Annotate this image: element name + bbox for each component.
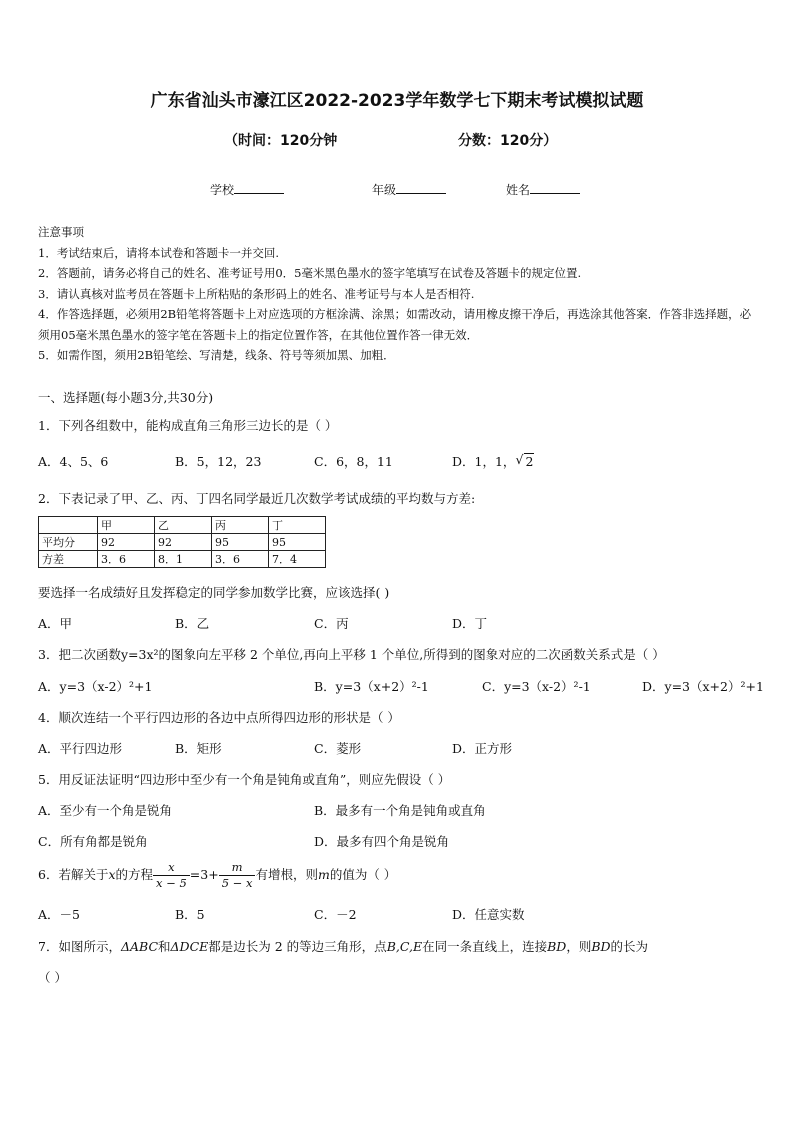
q2-option-c[interactable]: C．丙 bbox=[314, 616, 349, 631]
school-label: 学校 bbox=[210, 183, 235, 197]
q5-option-d[interactable]: D．最多有四个角是锐角 bbox=[314, 834, 450, 849]
q7-segment: BD bbox=[547, 939, 567, 954]
q1-option-c[interactable]: C．6，8，11 bbox=[314, 454, 393, 469]
table-header-row bbox=[39, 517, 326, 534]
name-field bbox=[506, 181, 580, 198]
sqrt-symbol: √ 2 bbox=[515, 452, 534, 469]
q4-option-c[interactable]: C．菱形 bbox=[314, 741, 362, 756]
table-cell: 3．6 bbox=[98, 551, 155, 568]
grade-blank[interactable] bbox=[396, 181, 446, 194]
q1-option-a[interactable]: A．4、5、6 bbox=[38, 454, 109, 469]
q3-option-b[interactable]: B．y=3（x+2）²-1 bbox=[314, 679, 429, 694]
notice-item: 1．考试结束后，请将本试卷和答题卡一并交回. bbox=[38, 245, 279, 260]
question-2: 2．下表记录了甲、乙、丙、丁四名同学最近几次数学考试成绩的平均数与方差: bbox=[38, 491, 476, 506]
table-cell: 3．6 bbox=[212, 551, 269, 568]
question-6 bbox=[38, 860, 396, 891]
school-blank[interactable] bbox=[234, 181, 284, 194]
fraction-denominator: x − 5 bbox=[156, 876, 187, 890]
q3-option-a[interactable]: A．y=3（x-2）²+1 bbox=[38, 679, 153, 694]
q6-text: =3+ bbox=[189, 867, 219, 882]
q7-answer-paren: （ ） bbox=[38, 970, 67, 985]
table-cell: 7．4 bbox=[269, 551, 326, 568]
table-cell bbox=[39, 517, 98, 534]
question-3: 3．把二次函数y=3x²的图象向左平移 2 个单位,再向上平移 1 个单位,所得到的图象对应的二次函数关系式是（ ） bbox=[38, 647, 665, 662]
school-field bbox=[210, 181, 284, 198]
table-cell: 丙 bbox=[212, 517, 269, 534]
q6-option-d[interactable]: D．任意实数 bbox=[452, 907, 525, 922]
q7-text: 和 bbox=[158, 939, 171, 954]
q6-text: 的值为（ ） bbox=[329, 867, 397, 882]
q5-option-c[interactable]: C．所有角都是锐角 bbox=[38, 834, 148, 849]
notice-item: 4．作答选择题，必须用2B铅笔将答题卡上对应选项的方框涂满、涂黑；如需改动，请用橡皮擦干净后，再选涂其他答案．作答非选择题，必须用05毫米黑色墨水的签字笔在答题卡上的指定位置作答，在其他位置作答一律无效． bbox=[38, 307, 752, 342]
q7-text: 在同一条直线上，连接 bbox=[422, 939, 548, 954]
exam-time: （时间：120分钟 bbox=[224, 133, 338, 149]
q7-text: 的长为 bbox=[610, 939, 649, 954]
table-row bbox=[39, 534, 326, 551]
q5-option-b[interactable]: B．最多有一个角是钝角或直角 bbox=[314, 803, 486, 818]
table-cell: 方差 bbox=[39, 551, 98, 568]
q6-option-a[interactable]: A．－5 bbox=[38, 907, 80, 922]
exam-score: 分数：120分） bbox=[458, 133, 558, 149]
fraction bbox=[219, 860, 256, 891]
name-blank[interactable] bbox=[530, 181, 580, 194]
notice-block bbox=[38, 222, 758, 366]
fraction bbox=[153, 860, 190, 891]
q4-option-a[interactable]: A．平行四边形 bbox=[38, 741, 123, 756]
q6-option-c[interactable]: C．－2 bbox=[314, 907, 357, 922]
notice-item: 2．答题前，请务必将自己的姓名、准考证号用0．5毫米黑色墨水的签字笔填写在试卷及答题卡的规定位置. bbox=[38, 266, 582, 280]
page-title: 广东省汕头市濠江区2022-2023学年数学七下期末考试模拟试题 bbox=[150, 91, 644, 111]
q7-segment: BD bbox=[591, 939, 611, 954]
fraction-denominator: 5 − x bbox=[221, 876, 253, 890]
question-5: 5．用反证法证明“四边形中至少有一个角是钝角或直角”，则应先假设（ ） bbox=[38, 772, 451, 787]
q2-option-a[interactable]: A．甲 bbox=[38, 616, 73, 631]
table-cell: 92 bbox=[98, 534, 155, 551]
question-1: 1．下列各组数中，能构成直角三角形三边长的是（ ） bbox=[38, 418, 338, 433]
table-row bbox=[39, 551, 326, 568]
q3-option-d[interactable]: D．y=3（x+2）²+1 bbox=[642, 679, 764, 694]
sqrt-radicand: 2 bbox=[525, 454, 534, 469]
q7-text: 7．如图所示， bbox=[38, 939, 121, 954]
q7-triangle: ΔABC bbox=[120, 939, 159, 954]
q6-text: 有增根，则 bbox=[255, 867, 318, 882]
q6-text: 的方程 bbox=[115, 867, 154, 882]
notice-item: 5．如需作图，须用2B铅笔绘、写清楚，线条、符号等须加黑、加粗． bbox=[38, 348, 395, 362]
table-cell: 丁 bbox=[269, 517, 326, 534]
score-table bbox=[38, 516, 326, 568]
table-cell: 92 bbox=[155, 534, 212, 551]
grade-field bbox=[372, 181, 446, 198]
q1-option-b[interactable]: B．5，12，23 bbox=[175, 454, 262, 469]
table-cell: 甲 bbox=[98, 517, 155, 534]
q6-option-b[interactable]: B．5 bbox=[175, 907, 205, 922]
question-4: 4．顺次连结一个平行四边形的各边中点所得四边形的形状是（ ） bbox=[38, 710, 400, 725]
q2-option-d[interactable]: D．丁 bbox=[452, 616, 488, 631]
notice-item: 3．请认真核对监考员在答题卡上所粘贴的条形码上的姓名、准考证号与本人是否相符. bbox=[38, 286, 475, 301]
question-7 bbox=[38, 937, 648, 955]
q5-option-a[interactable]: A．至少有一个角是锐角 bbox=[38, 803, 173, 818]
notice-heading: 注意事项 bbox=[38, 225, 84, 239]
q6-text: 6．若解关于 bbox=[38, 867, 109, 882]
q7-triangle: ΔDCE bbox=[170, 939, 209, 954]
grade-label: 年级 bbox=[372, 183, 397, 197]
question-2-ask: 要选择一名成绩好且发挥稳定的同学参加数学比赛，应该选择( ) bbox=[38, 585, 390, 600]
name-label: 姓名 bbox=[506, 183, 531, 197]
table-cell: 95 bbox=[212, 534, 269, 551]
q1-option-d[interactable] bbox=[452, 452, 534, 470]
q3-option-c[interactable]: C．y=3（x-2）²-1 bbox=[482, 679, 591, 694]
table-cell: 95 bbox=[269, 534, 326, 551]
table-cell: 8．1 bbox=[155, 551, 212, 568]
section-heading: 一、选择题(每小题3分,共30分) bbox=[38, 390, 214, 405]
table-cell: 平均分 bbox=[39, 534, 98, 551]
q7-points: B,C,E bbox=[386, 939, 423, 954]
q7-text: 都是边长为 2 的等边三角形，点 bbox=[208, 939, 387, 954]
q7-text: ，则 bbox=[566, 939, 592, 954]
fraction-numerator: m bbox=[219, 860, 256, 876]
q2-option-b[interactable]: B．乙 bbox=[175, 616, 210, 631]
q1-option-d-text: D．1，1， bbox=[452, 454, 516, 469]
q6-var-x: x bbox=[108, 867, 116, 882]
table-cell: 乙 bbox=[155, 517, 212, 534]
fraction-numerator: x bbox=[153, 860, 190, 876]
q6-var-m: m bbox=[317, 867, 330, 882]
q4-option-d[interactable]: D．正方形 bbox=[452, 741, 513, 756]
q4-option-b[interactable]: B．矩形 bbox=[175, 741, 222, 756]
